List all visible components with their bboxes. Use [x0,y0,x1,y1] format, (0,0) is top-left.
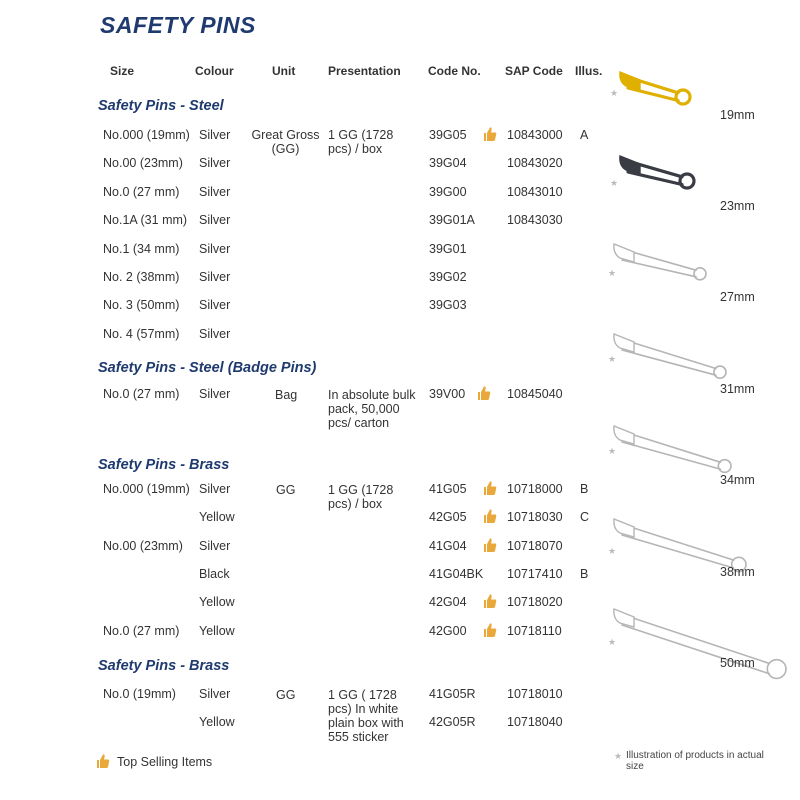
presentation-cell: In absolute bulk pack, 50,000 pcs/ carton [328,388,416,430]
colour-cell: Silver [199,387,231,401]
code-cell: 41G05 [429,482,467,496]
size-cell: No.1A (31 mm) [103,213,188,227]
thumbs-up-icon [483,537,497,553]
size-cell: No.00 (23mm) [103,539,183,553]
star-icon: ★ [614,751,623,761]
unit-cell: Great Gross (GG) [251,128,320,156]
star-icon: ★ [608,546,617,556]
code-cell: 39G02 [429,270,467,284]
section-title: Safety Pins - Steel [98,98,224,114]
colour-cell: Silver [199,298,231,312]
unit-cell: GG [276,688,296,702]
presentation-cell: 1 GG (1728 pcs) / box [328,128,394,156]
size-cell: No.1 (34 mm) [103,242,180,256]
code-cell: 42G05R [429,715,476,729]
colour-cell: Silver [199,242,231,256]
colour-cell: Yellow [199,715,235,729]
safety-pin-illustration [612,240,716,290]
illus-cell: A [580,128,589,142]
illustration-size-label: 31mm [720,382,755,396]
star-icon: ★ [608,637,617,647]
size-cell: No.0 (27 mm) [103,387,180,401]
presentation-cell: 1 GG (1728 pcs) / box [328,483,394,511]
size-cell: No.000 (19mm) [103,482,190,496]
thumbs-up-icon [483,126,497,142]
size-cell: No. 2 (38mm) [103,270,180,284]
code-cell: 42G00 [429,624,467,638]
colour-cell: Yellow [199,595,235,609]
header-size: Size [110,64,135,78]
sap-cell: 10843020 [507,156,563,170]
illustration-size-label: 27mm [720,290,755,304]
illustration-size-label: 23mm [720,199,755,213]
header-colour: Colour [195,64,234,78]
colour-cell: Silver [199,185,231,199]
size-cell: No. 4 (57mm) [103,327,180,341]
section-title: Safety Pins - Brass [98,457,230,473]
star-icon: ★ [608,268,617,278]
unit-cell: GG [276,483,296,497]
star-icon: ★ [610,88,619,98]
code-cell: 39V00 [429,387,466,401]
header-sap: SAP Code [505,64,563,78]
section-title: Safety Pins - Steel (Badge Pins) [98,360,317,376]
illus-cell: B [580,567,589,581]
size-cell: No.0 (19mm) [103,687,176,701]
code-cell: 41G04BK [429,567,484,581]
sap-cell: 10845040 [507,387,563,401]
size-cell: No. 3 (50mm) [103,298,180,312]
thumbs-up-icon [483,622,497,638]
sap-cell: 10717410 [507,567,563,581]
illustration-size-label: 50mm [720,656,755,670]
illustration-size-label: 19mm [720,108,755,122]
star-icon: ★ [608,354,617,364]
colour-cell: Silver [199,128,231,142]
safety-pin-illustration [612,605,796,688]
sap-cell: 10843030 [507,213,563,227]
unit-cell: Bag [275,388,298,402]
code-cell: 42G04 [429,595,467,609]
header-illus: Illus. [575,64,603,78]
sap-cell: 10718020 [507,595,563,609]
thumbs-up-icon [477,385,491,401]
presentation-cell: 1 GG ( 1728 pcs) In white plain box with 555 sticker [328,688,404,744]
page-title: SAFETY PINS [100,12,256,38]
section-title: Safety Pins - Brass [98,658,230,674]
size-cell: No.0 (27 mm) [103,624,180,638]
safety-pin-illustration [618,152,704,198]
thumbs-up-icon [483,593,497,609]
code-cell: 39G05 [429,128,467,142]
sap-cell: 10718030 [507,510,563,524]
header-unit: Unit [272,64,296,78]
sap-cell: 10718000 [507,482,563,496]
code-cell: 42G05 [429,510,467,524]
colour-cell: Silver [199,687,231,701]
illustration-size-label: 34mm [720,473,755,487]
star-icon: ★ [610,178,619,188]
safety-pin-illustration [618,68,700,114]
code-cell: 41G05R [429,687,476,701]
sap-cell: 10718070 [507,539,563,553]
code-cell: 41G04 [429,539,467,553]
star-icon: ★ [608,446,617,456]
top-selling-label: Top Selling Items [117,755,213,769]
code-cell: 39G03 [429,298,467,312]
colour-cell: Silver [199,482,231,496]
colour-cell: Black [199,567,230,581]
colour-cell: Silver [199,270,231,284]
code-cell: 39G00 [429,185,467,199]
sap-cell: 10843000 [507,128,563,142]
thumbs-up-icon [96,753,110,769]
colour-cell: Yellow [199,510,235,524]
sap-cell: 10718110 [507,624,562,638]
thumbs-up-icon [483,480,497,496]
colour-cell: Silver [199,327,231,341]
colour-cell: Silver [199,539,231,553]
safety-pin-illustration [612,330,736,388]
sap-cell: 10718040 [507,715,563,729]
sap-cell: 10718010 [507,687,563,701]
illustration-note: Illustration of products in actual size [626,750,764,772]
header-presentation: Presentation [328,64,401,78]
header-code: Code No. [428,64,481,78]
illus-cell: C [580,510,590,524]
size-cell: No.0 (27 mm) [103,185,180,199]
colour-cell: Yellow [199,624,235,638]
code-cell: 39G01A [429,213,475,227]
colour-cell: Silver [199,213,231,227]
illustration-size-label: 38mm [720,565,755,579]
size-cell: No.00 (23mm) [103,156,183,170]
thumbs-up-icon [483,508,497,524]
sap-cell: 10843010 [507,185,563,199]
illus-cell: B [580,482,589,496]
colour-cell: Silver [199,156,231,170]
code-cell: 39G01 [429,242,467,256]
code-cell: 39G04 [429,156,467,170]
size-cell: No.000 (19mm) [103,128,190,142]
